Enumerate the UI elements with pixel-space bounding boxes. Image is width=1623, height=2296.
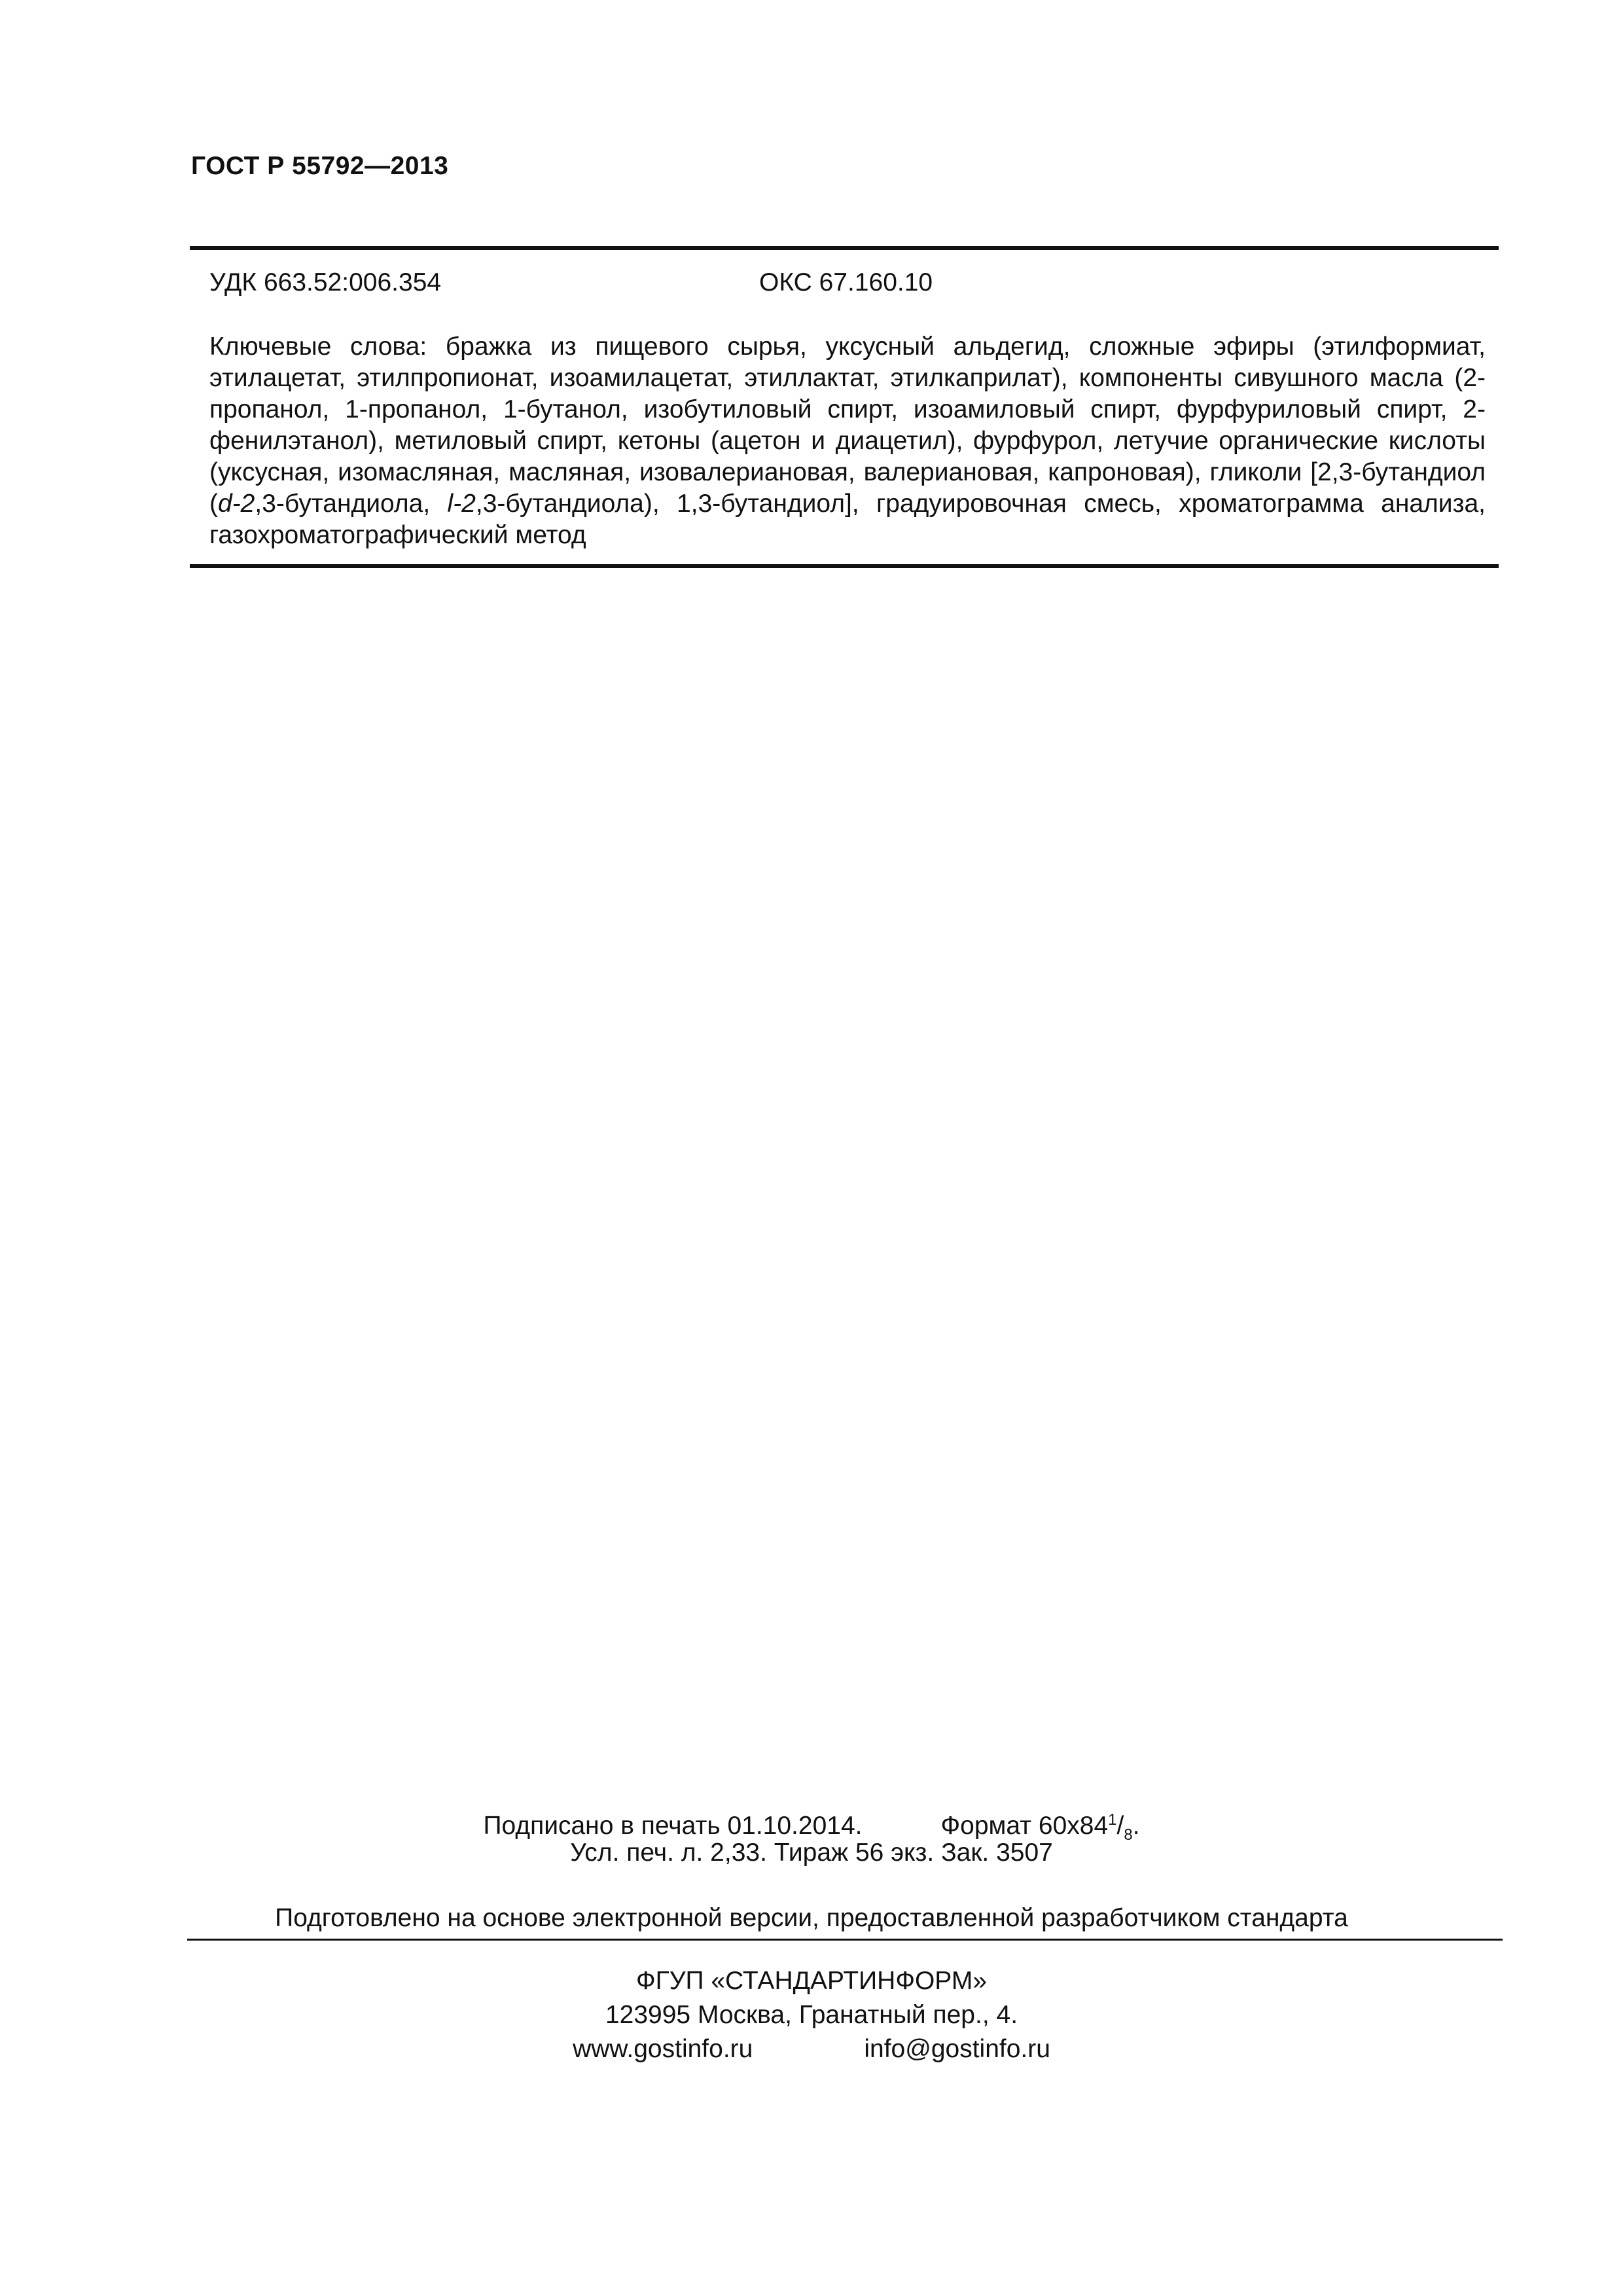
imprint-signed-line: Подписано в печать 01.10.2014. Формат $60x84^1/_8$. (483, 1811, 1140, 1844)
format-label: Формат 60x84 (940, 1812, 1109, 1840)
publisher-name: ФГУП «СТАНДАРТИНФОРМ» (635, 1967, 988, 1995)
keywords-paragraph (209, 331, 1486, 551)
publisher-website[interactable]: www.gostinfo.ru (573, 2035, 753, 2063)
keywords-text-2: ,3-бутандиола, (255, 490, 448, 518)
format-denominator: 8 (1124, 1825, 1133, 1844)
publisher-email[interactable]: info@gostinfo.ru (864, 2035, 1050, 2063)
format-end: . (1132, 1812, 1140, 1840)
format-numerator: 1 (1108, 1811, 1117, 1829)
footer-rule (187, 1939, 1503, 1941)
prepared-note: Подготовлено на основе электронной версии, предоставленной разработчиком стандарта (275, 1904, 1348, 1932)
oks-code: ОКС 67.160.10 (759, 268, 933, 296)
keywords-italic-2: l-2 (447, 490, 476, 518)
udk-code: УДК 663.52:006.354 (209, 268, 442, 296)
keywords-italic-1: d-2 (218, 490, 255, 518)
bottom-rule (190, 564, 1499, 568)
keywords-text-3: ,3-бутандиола), 1,3-бутандиол], градуировочная смесь, хроматограмма анализа, газохроматографический метод (209, 490, 1486, 549)
document-code: ГОСТ Р 55792—2013 (191, 152, 449, 180)
signed-date: Подписано в печать 01.10.2014. (483, 1812, 863, 1840)
publisher-contacts (0, 2033, 1623, 2066)
imprint-sheets-line: Усл. печ. л. 2,33. Тираж 56 экз. Зак. 3507 (570, 1839, 1053, 1867)
top-rule (190, 246, 1499, 250)
publisher-address: 123995 Москва, Гранатный пер., 4. (605, 2001, 1018, 2029)
keywords-text-1: Ключевые слова: бражка из пищевого сырья, уксусный альдегид, сложные эфиры (этилформиат, этилацетат, этилпропионат, изоамилацетат, этиллактат, этилкаприлат), компоненты сивушного масла (2-пропанол, 1-пропанол, 1-бутанол, изобутиловый спирт, изоамиловый спирт, фурфуриловый спирт, 2-фенилэтанол), метиловый спирт, кетоны (ацетон и диацетил), фурфурол, летучие органические кислоты (уксусная, изомасляная, масляная, изовалериановая, валериановая, капроновая), гликоли [2,3-бутандиол ( (209, 332, 1486, 518)
